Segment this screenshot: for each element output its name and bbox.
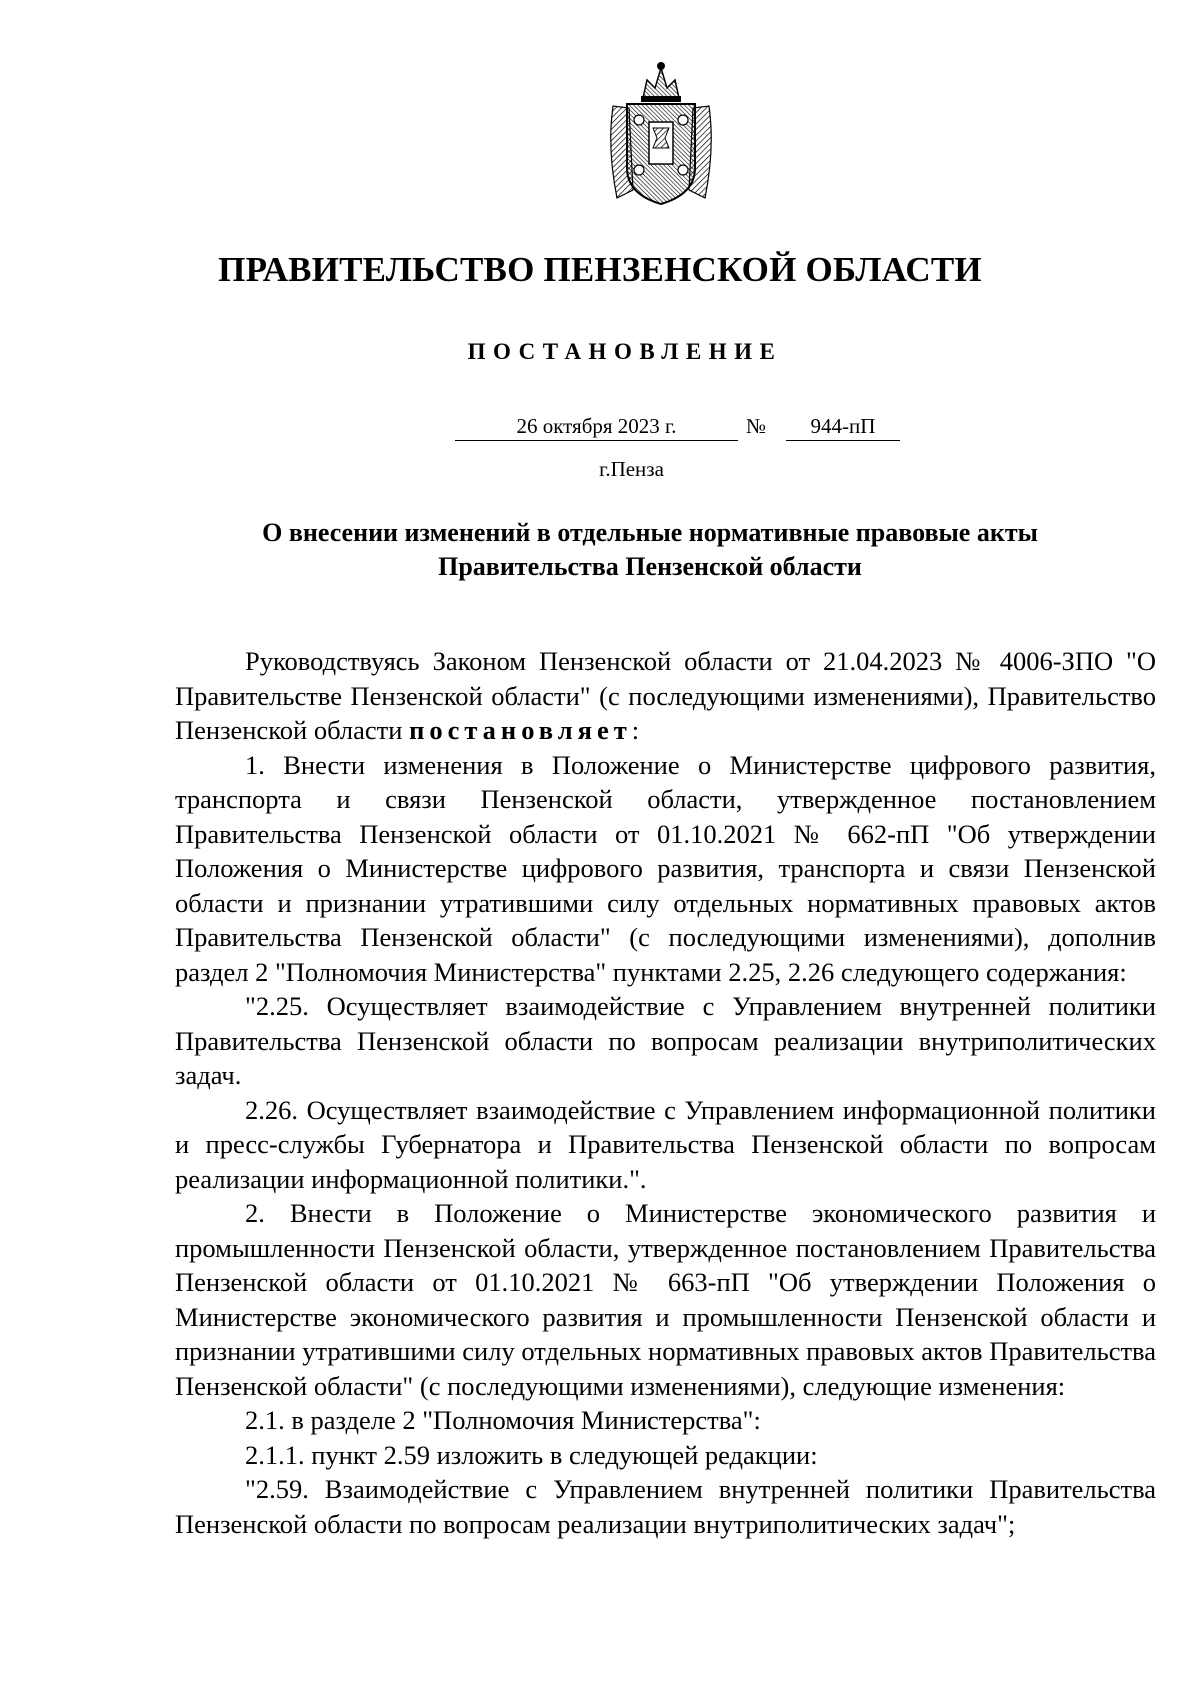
paragraph-2-26: 2.26. Осуществляет взаимодействие с Управлением информационной политики и пресс-службы Губернатора и Правительства Пензенской области по вопросам реализации информационной политики.".: [175, 1094, 1156, 1194]
document-subject: [0, 516, 1200, 584]
paragraph-2-25: "2.25. Осуществляет взаимодействие с Управлением внутренней политики Правительства Пензенской области по вопросам реализации внутриполитических задач.: [175, 991, 1156, 1090]
paragraph-2-1-1: 2.1.1. пункт 2.59 изложить в следующей редакции:: [245, 1439, 818, 1470]
document-body: [175, 644, 1156, 1541]
government-title: ПРАВИТЕЛЬСТВО ПЕНЗЕНСКОЙ ОБЛАСТИ: [218, 250, 982, 289]
subject-line-1: О внесении изменений в отдельные нормативные правовые акты: [262, 518, 1038, 547]
number-sign: №: [746, 414, 767, 438]
coat-of-arms-icon: [603, 58, 719, 206]
preamble-keyword: постановляет: [409, 715, 632, 745]
preamble-paragraph: [175, 644, 1156, 748]
document-type: ПОСТАНОВЛЕНИЕ: [467, 339, 783, 364]
document-date: 26 октября 2023 г.: [455, 412, 738, 441]
paragraph-2: 2. Внести в Положение о Министерстве экономического развития и промышленности Пензенской области, утвержденное постановлением Правительства Пензенской области от 01.10.2021 № 663-пП "Об утверждении Положения о Министерстве экономического развития и промышленности Пензенской области и признании утратившими силу отдельных нормативных правовых актов Правительства Пензенской области" (с последующими изменениями), следующие изменения:: [175, 1198, 1156, 1401]
preamble-text: Руководствуясь Законом Пензенской области от 21.04.2023 № 4006-ЗПО "О Правительстве Пензенской области" (с последующими изменениями), Правительство Пензенской области: [175, 646, 1156, 745]
paragraph-2-1: 2.1. в разделе 2 "Полномочия Министерства":: [245, 1405, 761, 1435]
document-city: г.Пенза: [599, 457, 664, 481]
paragraph-1: 1. Внести изменения в Положение о Министерстве цифрового развития, транспорта и связи Пензенской области, утвержденное постановлением Правительства Пензенской области от 01.10.2021 № 662-пП "Об утверждении Положения о Министерстве цифрового развития, транспорта и связи Пензенской области и признании утратившими силу отдельных нормативных правовых актов Правительства Пензенской области" (с последующими изменениями), дополнив раздел 2 "Полномочия Министерства" пунктами 2.25, 2.26 следующего содержания:: [175, 749, 1156, 987]
preamble-colon: :: [631, 715, 640, 745]
subject-line-2: Правительства Пензенской области: [438, 552, 862, 581]
paragraph-2-59: "2.59. Взаимодействие с Управлением внутренней политики Правительства Пензенской области по вопросам реализации внутриполитических задач";: [175, 1474, 1156, 1539]
document-number: 944-пП: [786, 412, 900, 441]
